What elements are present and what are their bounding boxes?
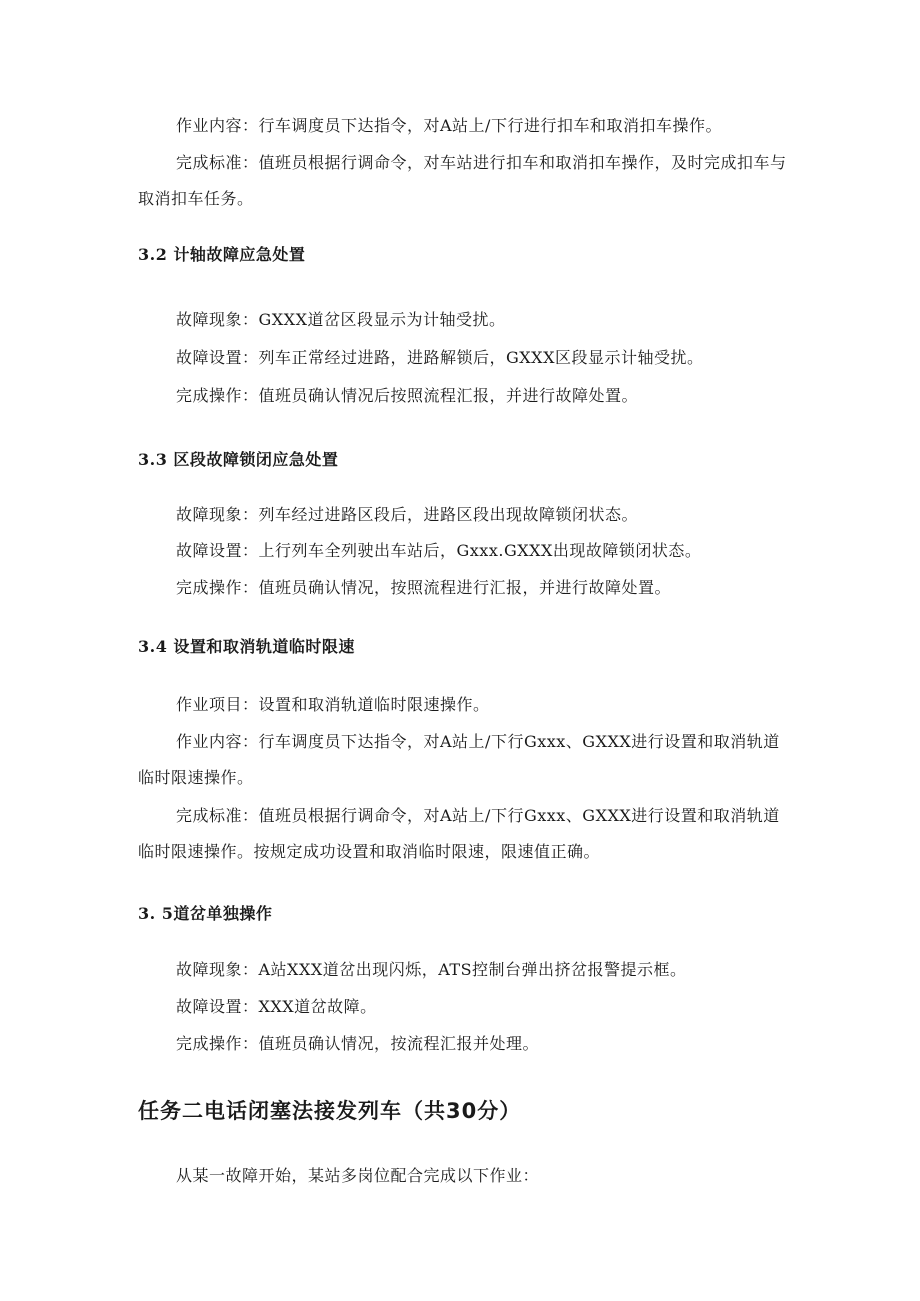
paragraph-standard-hold: 完成标准：值班员根据行调命令，对车站进行扣车和取消扣车操作，及时完成扣车与取消扣车任务。 xyxy=(138,153,787,208)
paragraph-work-content-hold: 作业内容：行车调度员下达指令，对A站上/下行进行扣车和取消扣车操作。 xyxy=(176,116,722,135)
paragraph-operation-3-5: 完成操作：值班员确认情况，按流程汇报并处理。 xyxy=(176,1034,540,1053)
section-heading-3-2: 3.2 计轴故障应急处置 xyxy=(138,245,306,264)
paragraph-fault-symptom-3-3: 故障现象：列车经过进路区段后，进路区段出现故障锁闭状态。 xyxy=(176,505,639,524)
paragraph-fault-setup-3-3: 故障设置：上行列车全列驶出车站后，Gxxx.GXXX出现故障锁闭状态。 xyxy=(176,541,702,560)
paragraph-operation-3-2: 完成操作：值班员确认情况后按照流程汇报，并进行故障处置。 xyxy=(176,386,639,405)
paragraph-work-item-3-4: 作业项目：设置和取消轨道临时限速操作。 xyxy=(176,695,490,714)
section-heading-3-5: 3. 5道岔单独操作 xyxy=(138,904,273,923)
section-heading-3-4: 3.4 设置和取消轨道临时限速 xyxy=(138,637,355,656)
paragraph-fault-symptom-3-5: 故障现象：A站XXX道岔出现闪烁，ATS控制台弹出挤岔报警提示框。 xyxy=(176,960,687,979)
paragraph-operation-3-3: 完成操作：值班员确认情况，按照流程进行汇报，并进行故障处置。 xyxy=(176,578,672,597)
task-two-heading: 任务二电话闭塞法接发列车（共30分） xyxy=(138,1099,522,1123)
paragraph-fault-symptom-3-2: 故障现象：GXXX道岔区段显示为计轴受扰。 xyxy=(176,310,506,329)
paragraph-standard-3-4: 完成标准：值班员根据行调命令，对A站上/下行Gxxx、GXXX进行设置和取消轨道临时限速操作。按规定成功设置和取消临时限速，限速值正确。 xyxy=(138,806,780,861)
paragraph-fault-setup-3-5: 故障设置：XXX道岔故障。 xyxy=(176,997,377,1016)
paragraph-fault-setup-3-2: 故障设置：列车正常经过进路，进路解锁后，GXXX区段显示计轴受扰。 xyxy=(176,348,704,367)
paragraph-work-content-3-4: 作业内容：行车调度员下达指令，对A站上/下行Gxxx、GXXX进行设置和取消轨道临时限速操作。 xyxy=(138,732,780,787)
section-heading-3-3: 3.3 区段故障锁闭应急处置 xyxy=(138,450,339,469)
paragraph-task-two-intro: 从某一故障开始，某站多岗位配合完成以下作业： xyxy=(176,1166,540,1185)
